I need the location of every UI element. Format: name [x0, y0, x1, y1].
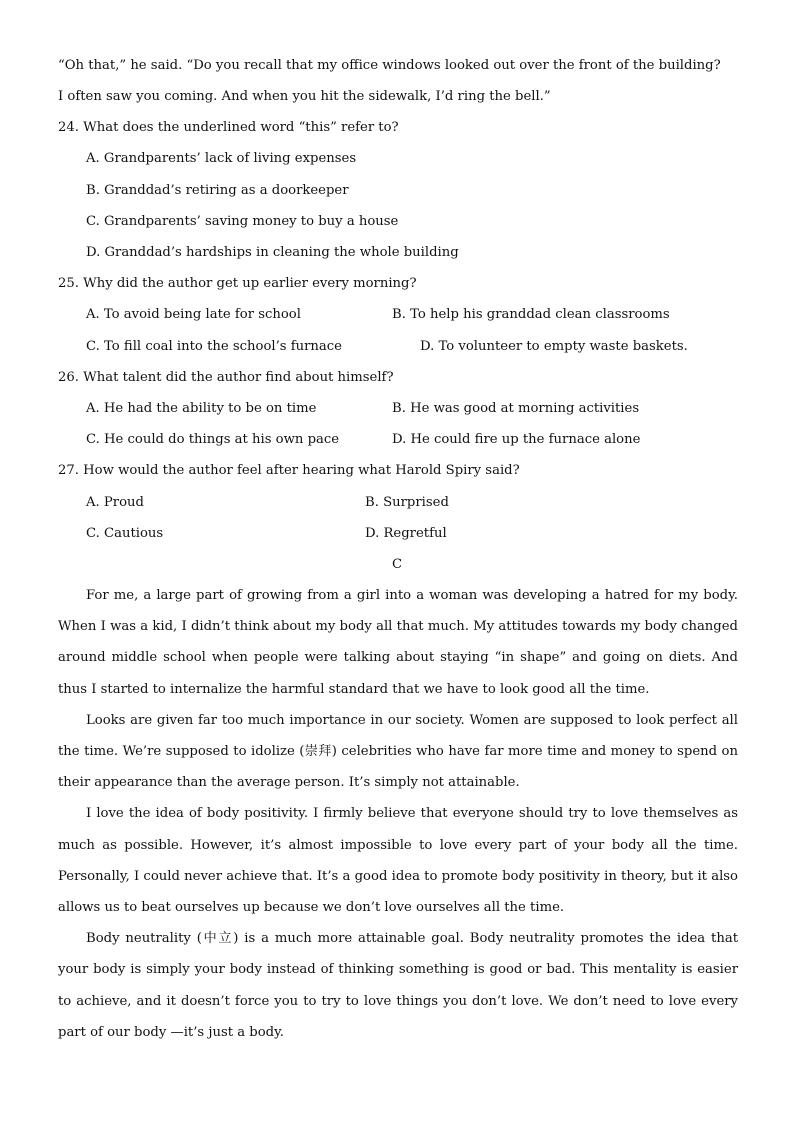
- question-26-option-d: D. He could fire up the furnace alone: [392, 432, 641, 447]
- question-25-option-a: A. To avoid being late for school: [86, 307, 301, 322]
- question-26-option-c: C. He could do things at his own pace: [86, 432, 340, 447]
- question-25-stem: 25. Why did the author get up earlier every morning?: [58, 276, 417, 291]
- question-27-option-d: D. Regretful: [365, 526, 447, 541]
- question-27-option-a: A. Proud: [86, 495, 144, 510]
- question-25-option-c: C. To fill coal into the school’s furnace: [86, 339, 342, 354]
- section-label: C: [391, 557, 403, 572]
- question-25-option-d: D. To volunteer to empty waste baskets.: [420, 339, 688, 354]
- question-26-option-b: B. He was good at morning activities: [392, 401, 640, 416]
- question-27-stem: 27. How would the author feel after hearing what Harold Spiry said?: [58, 463, 520, 478]
- question-24-option-c: C. Grandparents’ saving money to buy a house: [86, 214, 399, 229]
- passage: [58, 580, 738, 1048]
- question-25-option-b: B. To help his granddad clean classrooms: [392, 307, 670, 322]
- question-24-option-b: B. Granddad’s retiring as a doorkeeper: [86, 183, 349, 198]
- passage-paragraph-3: I love the idea of body positivity. I firmly believe that everyone should try to love themselves as much as possible. However, it’s almost impossible to love every part of your body all the time. Personally, I could never achieve that. It’s a good idea to promote body positivity in theory, but it also allows us to beat ourselves up because we don’t love ourselves all the time.: [58, 806, 738, 916]
- question-27-option-c: C. Cautious: [86, 526, 164, 541]
- question-24-option-a: A. Grandparents’ lack of living expenses: [86, 151, 357, 166]
- passage-paragraph-4: Body neutrality (中立) is a much more attainable goal. Body neutrality promotes the idea that your body is simply your body instead of thinking something is good or bad. This mentality is easier to achieve, and it doesn’t force you to try to love things you don’t love. We don’t need to love every part of our body —it’s just a body.: [58, 931, 738, 1040]
- passage-paragraph-2: Looks are given far too much importance in our society. Women are supposed to look perfect all the time. We’re supposed to idolize (崇拜) celebrities who have far more time and money to spend on their appearance than the average person. It’s simply not attainable.: [58, 712, 738, 791]
- passage-paragraph-1: For me, a large part of growing from a girl into a woman was developing a hatred for my body. When I was a kid, I didn’t think about my body all that much. My attitudes towards my body changed around middle school when people were talking about staying “in shape” and going on diets. And thus I started to internalize the harmful standard that we have to look good all the time.: [58, 588, 738, 697]
- question-24-stem: 24. What does the underlined word “this” refer to?: [58, 120, 399, 135]
- question-26-stem: 26. What talent did the author find about himself?: [58, 370, 394, 385]
- question-27-option-b: B. Surprised: [365, 495, 449, 510]
- intro-line-1: “Oh that,” he said. “Do you recall that my office windows looked out over the front of the building?: [58, 58, 721, 73]
- intro-line-2: I often saw you coming. And when you hit the sidewalk, I’d ring the bell.”: [58, 89, 551, 104]
- question-24-option-d: D. Granddad’s hardships in cleaning the whole building: [86, 245, 459, 260]
- question-26-option-a: A. He had the ability to be on time: [86, 401, 317, 416]
